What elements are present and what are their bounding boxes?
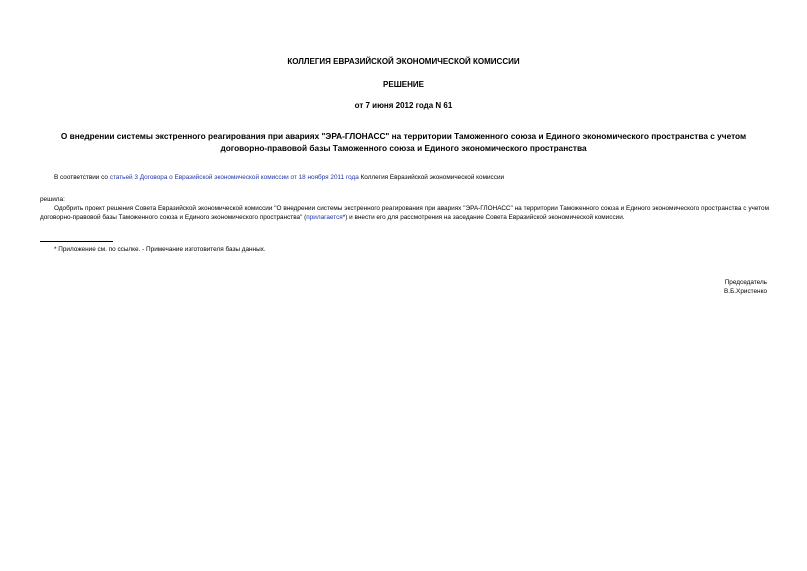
document-type-heading: РЕШЕНИЕ	[383, 80, 424, 89]
preamble-paragraph	[54, 173, 504, 182]
document-date-number: от 7 июня 2012 года N 61	[354, 101, 453, 110]
organization-heading: КОЛЛЕГИЯ ЕВРАЗИЙСКОЙ ЭКОНОМИЧЕСКОЙ КОМИССИИ	[287, 57, 520, 66]
decision-paragraph	[40, 204, 769, 222]
footnote-separator	[40, 241, 113, 242]
signatory-role: Председатель	[724, 279, 767, 286]
preamble-prefix: В соответствии со	[54, 174, 110, 181]
signatory-name: В.Б.Христенко	[724, 288, 767, 295]
preamble-suffix: Коллегия Евразийской экономической комиссии	[358, 174, 505, 181]
footnote: * Приложение см. по ссылке. - Примечание изготовителя базы данных.	[54, 246, 266, 253]
decision-text-after: *) и внести его для рассмотрения на заседание Совета Евразийской экономической комиссии.	[342, 214, 625, 221]
decision-text-before: Одобрить проект решения Совета Евразийской экономической комиссии "О внедрении системы экстренного реагирования при авариях "ЭРА-ГЛОНАСС" на территории Таможенного союза и Единого экономического пространства с учетом договорно-правовой базы Таможенного союза и Единого экономического пространства" (	[40, 205, 769, 221]
attachment-link[interactable]: прилагается	[306, 214, 343, 221]
document-title: О внедрении системы экстренного реагирования при авариях "ЭРА-ГЛОНАСС" на территории Таможенного союза и Единого экономического пространства с учетом договорно-правовой базы Таможенного союза и Единого экономического пространства	[60, 131, 747, 153]
decided-label: решила:	[40, 196, 65, 203]
treaty-article-link[interactable]: статьей 3 Договора о Евразийской экономической комиссии от 18 ноября 2011 года	[109, 174, 359, 181]
